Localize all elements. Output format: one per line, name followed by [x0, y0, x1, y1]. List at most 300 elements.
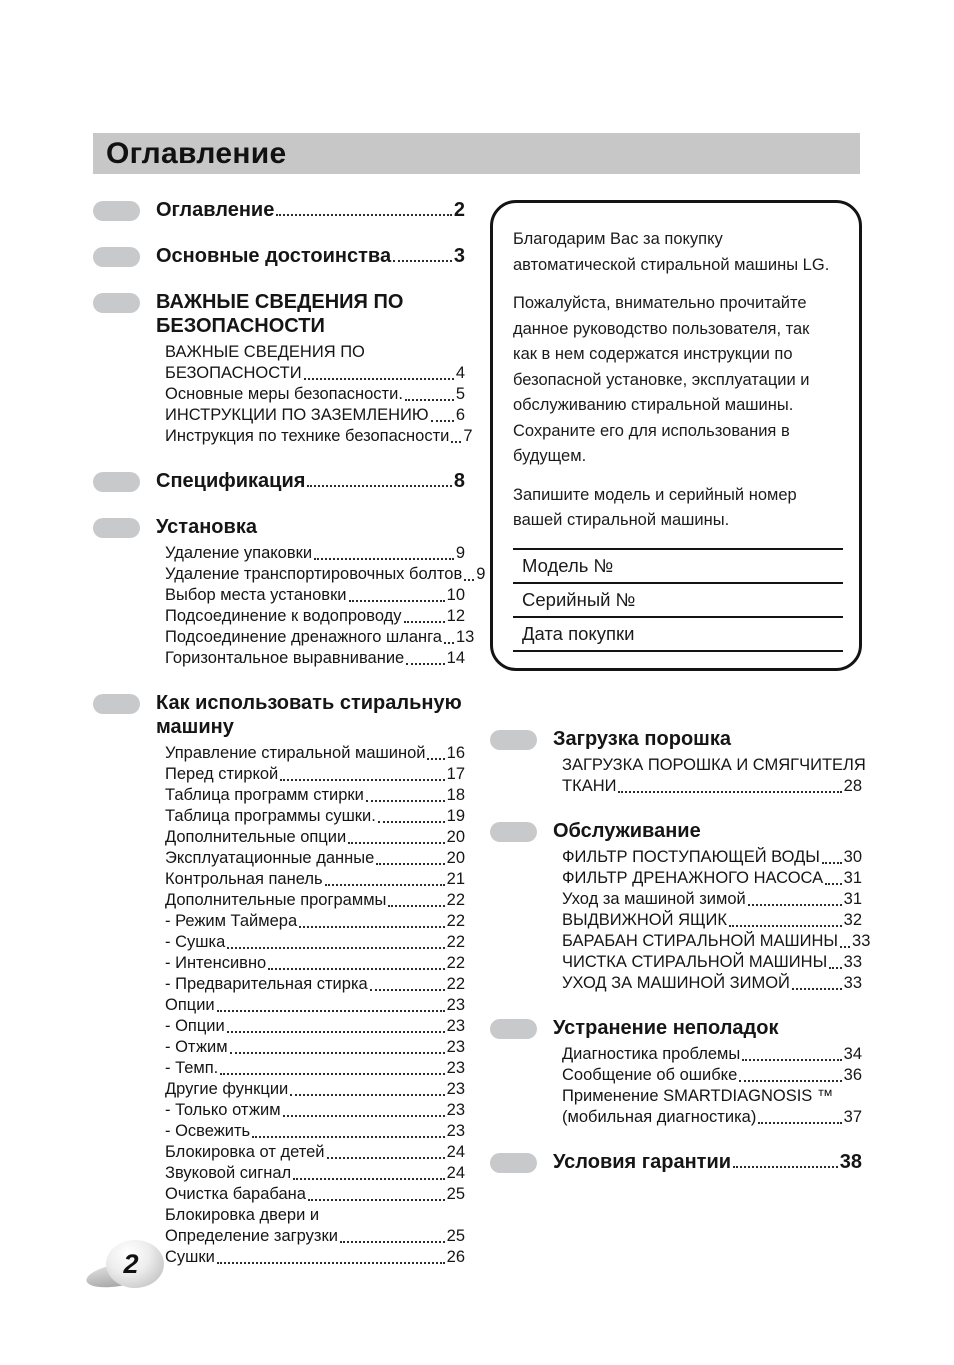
- info-box-line: как в нем содержатся инструкции по: [513, 345, 793, 363]
- toc-section-title: Загрузка порошка: [553, 727, 731, 750]
- toc-item: [165, 564, 486, 585]
- toc-item: [562, 755, 866, 797]
- toc-section-header: [93, 469, 465, 493]
- toc-item-label: - Только отжим: [165, 1101, 281, 1119]
- toc-item-label: ФИЛЬТР ПОСТУПАЮЩЕЙ ВОДЫ: [562, 847, 820, 866]
- toc-item: [562, 868, 862, 889]
- welcome-info-box: [490, 200, 862, 671]
- toc-item-page: 33: [843, 973, 862, 992]
- dots-leader: [729, 925, 842, 927]
- toc-item-label: Подсоединение к водопроводу: [165, 607, 402, 625]
- section-bullet-icon: [490, 730, 537, 750]
- toc-item-label: Инструкция по технике безопасности: [165, 427, 450, 445]
- toc-item-label: Контрольная панель: [165, 870, 323, 888]
- dots-leader: [370, 989, 445, 991]
- toc-item-row: [165, 405, 465, 426]
- info-box-fields: [513, 548, 843, 652]
- dots-leader: [220, 1073, 444, 1075]
- dots-leader: [822, 862, 842, 864]
- toc-item-row: [165, 1184, 465, 1205]
- toc-section-items: [156, 743, 465, 1268]
- section-bullet-icon: [93, 694, 140, 714]
- toc-item-label: ВЫДВИЖНОЙ ЯЩИК: [562, 910, 727, 929]
- toc-item-label: Блокировка от детей: [165, 1143, 325, 1161]
- toc-section-title-block: [156, 515, 465, 539]
- toc-item-row: [165, 426, 473, 447]
- toc-item: [165, 1016, 465, 1037]
- toc-item-row: [165, 995, 465, 1016]
- toc-item-label: Выбор места установки: [165, 586, 347, 604]
- toc-item-label: Основные меры безопасности.: [165, 385, 403, 403]
- toc-item-row: [165, 869, 465, 890]
- dots-leader: [268, 968, 444, 970]
- toc-item-label: - Предварительная стирка: [165, 975, 368, 993]
- toc-item-page: 22: [446, 891, 465, 909]
- toc-item-label: Диагностика проблемы: [562, 1044, 741, 1063]
- toc-item-page: 12: [446, 607, 465, 625]
- toc-item: [165, 384, 465, 405]
- toc-item-page: 13: [455, 628, 475, 646]
- toc-item-page: 9: [455, 544, 465, 562]
- toc-item-row: [165, 806, 465, 827]
- toc-item-row: [165, 363, 465, 384]
- toc-right-column: [490, 200, 871, 1196]
- toc-section-header: [490, 819, 862, 843]
- toc-item-label: - Отжим: [165, 1038, 228, 1056]
- toc-item-row: [165, 1121, 465, 1142]
- toc-item-label: Подсоединение дренажного шланга: [165, 628, 442, 646]
- dots-leader: [308, 1199, 445, 1201]
- toc-item-page: 19: [446, 807, 465, 825]
- toc-section: [490, 1016, 862, 1128]
- info-box-paragraphs: [513, 227, 843, 534]
- toc-item-row: [165, 1226, 465, 1247]
- toc-item-page: 22: [446, 954, 465, 972]
- toc-item-label: - Темп.: [165, 1059, 219, 1077]
- toc-item: [165, 785, 465, 806]
- toc-item: [165, 743, 465, 764]
- dots-leader: [293, 1178, 444, 1180]
- toc-entry-page: 2: [453, 199, 465, 221]
- toc-item-line: ВАЖНЫЕ СВЕДЕНИЯ ПО: [165, 343, 365, 361]
- toc-item-label: УХОД ЗА МАШИНОЙ ЗИМОЙ: [562, 973, 790, 992]
- toc-item-row: [562, 776, 862, 797]
- toc-item: [165, 405, 465, 426]
- toc-item-row: [165, 890, 465, 911]
- toc-item-row: [165, 384, 465, 405]
- toc-section-title-block: [553, 1016, 862, 1040]
- toc-item-label: - Опции: [165, 1017, 225, 1035]
- toc-item-page: 10: [446, 586, 465, 604]
- toc-item-label: БАРАБАН СТИРАЛЬНОЙ МАШИНЫ: [562, 931, 839, 950]
- info-box-line: обслуживанию стиральной машины.: [513, 396, 794, 414]
- toc-item-label: Горизонтальное выравнивание: [165, 649, 405, 667]
- toc-entry-page: 3: [453, 245, 465, 267]
- dots-leader: [464, 579, 474, 581]
- toc-item-label: Управление стиральной машиной: [165, 744, 426, 762]
- toc-item: [165, 1037, 465, 1058]
- toc-item: [165, 426, 473, 447]
- toc-item-row: [165, 953, 465, 974]
- toc-item-page: 23: [446, 1080, 465, 1098]
- toc-item-label: Таблица программ стирки: [165, 786, 364, 804]
- toc-item: [165, 627, 475, 648]
- toc-entry-page: 8: [453, 470, 465, 492]
- toc-section: [490, 819, 871, 994]
- toc-entry-row: [156, 244, 465, 268]
- dots-leader: [217, 1010, 445, 1012]
- toc-item-page: 25: [446, 1227, 465, 1245]
- info-box-line: Пожалуйста, внимательно прочитайте: [513, 294, 807, 312]
- toc-item-page: 4: [455, 364, 465, 382]
- dots-leader: [393, 260, 452, 262]
- toc-item: [165, 911, 465, 932]
- toc-item-page: 24: [446, 1164, 465, 1182]
- toc-section-items: [156, 342, 473, 447]
- toc-item-label: Очистка барабана: [165, 1185, 306, 1203]
- toc-item: [165, 543, 465, 564]
- info-box-field: Серийный №: [513, 582, 843, 616]
- toc-item: [165, 1205, 465, 1247]
- toc-entry-page: 38: [839, 1150, 862, 1173]
- toc-item-row: [562, 931, 871, 952]
- dots-leader: [299, 926, 445, 928]
- dots-leader: [376, 863, 444, 865]
- info-box-field: Дата покупки: [513, 616, 843, 650]
- toc-section-title-block: [156, 198, 465, 222]
- toc-item: [165, 1247, 465, 1268]
- toc-item-page: 22: [446, 912, 465, 930]
- toc-item: [562, 1044, 862, 1065]
- toc-section-header: [490, 1150, 862, 1174]
- toc-section: [93, 469, 465, 493]
- toc-item: [165, 606, 465, 627]
- toc-section-title-block: [553, 1150, 862, 1174]
- toc-item-row: [165, 974, 465, 995]
- toc-item-page: 9: [476, 565, 486, 583]
- toc-item-page: 25: [446, 1185, 465, 1203]
- toc-item: [165, 585, 465, 606]
- toc-item-label: Дополнительные программы: [165, 891, 387, 909]
- toc-item-label: - Сушка: [165, 933, 226, 951]
- toc-item-page: 6: [455, 406, 465, 424]
- toc-item: [165, 648, 465, 669]
- toc-item-page: 23: [446, 1059, 465, 1077]
- toc-item-label: БЕЗОПАСНОСТИ: [165, 364, 302, 382]
- toc-section-title-block: [553, 727, 862, 751]
- toc-item-label: Опции: [165, 996, 215, 1014]
- toc-item-row: [165, 911, 465, 932]
- toc-item-page: 7: [463, 427, 473, 445]
- toc-item-row: [562, 973, 862, 994]
- dots-leader: [325, 884, 445, 886]
- toc-item-row: [165, 1079, 465, 1100]
- dots-leader: [739, 1080, 841, 1082]
- dots-leader: [340, 1241, 445, 1243]
- toc-entry-label: Спецификация: [156, 470, 306, 492]
- page-header-bar: [93, 133, 860, 174]
- toc-item-row: [562, 868, 862, 889]
- toc-item-page: 18: [446, 786, 465, 804]
- dots-leader: [406, 663, 444, 665]
- toc-item-page: 23: [446, 1101, 465, 1119]
- toc-entry-row: [156, 198, 465, 222]
- toc-item-label: Дополнительные опции: [165, 828, 347, 846]
- section-bullet-icon: [93, 247, 140, 267]
- toc-item-label: Перед стиркой: [165, 765, 279, 783]
- toc-item-row: [165, 1058, 465, 1079]
- toc-item-label: Удаление транспортировочных болтов: [165, 565, 463, 583]
- toc-item: [562, 847, 862, 868]
- dots-leader: [733, 1166, 838, 1168]
- toc-item-row: [165, 627, 475, 648]
- toc-item-page: 20: [446, 849, 465, 867]
- toc-item: [165, 1163, 465, 1184]
- dots-leader: [748, 904, 842, 906]
- toc-item-row: [562, 847, 862, 868]
- toc-item: [165, 827, 465, 848]
- toc-item-label: ЧИСТКА СТИРАЛЬНОЙ МАШИНЫ: [562, 952, 828, 971]
- toc-section-items: [553, 755, 866, 797]
- dots-leader: [366, 800, 445, 802]
- toc-item-label: ИНСТРУКЦИИ ПО ЗАЗЕМЛЕНИЮ: [165, 406, 429, 424]
- dots-leader: [290, 1094, 444, 1096]
- toc-item-page: 20: [446, 828, 465, 846]
- info-box-line: будущем.: [513, 447, 587, 465]
- toc-item: [165, 1100, 465, 1121]
- dots-leader: [758, 1122, 841, 1124]
- bubble-ball-icon: [106, 1240, 164, 1288]
- toc-item: [165, 890, 465, 911]
- toc-item: [562, 910, 862, 931]
- toc-item-label: Уход за машиной зимой: [562, 889, 746, 908]
- dots-leader: [349, 600, 445, 602]
- toc-item-label: Определение загрузки: [165, 1227, 338, 1245]
- section-bullet-icon: [93, 472, 140, 492]
- toc-item-row: [165, 827, 465, 848]
- info-box-line: безопасной установке, эксплуатации и: [513, 370, 810, 389]
- toc-section: [93, 691, 465, 1268]
- section-bullet-icon: [93, 201, 140, 221]
- section-bullet-icon: [490, 822, 537, 842]
- toc-item: [165, 953, 465, 974]
- toc-item-row: [165, 848, 465, 869]
- toc-item-row: [562, 910, 862, 931]
- toc-item-page: 26: [446, 1248, 465, 1266]
- toc-item-label: - Освежить: [165, 1122, 251, 1140]
- info-box-paragraph: [513, 227, 843, 278]
- dots-leader: [378, 821, 445, 823]
- section-bullet-icon: [490, 1153, 537, 1173]
- toc-item-label: ТКАНИ: [562, 776, 617, 795]
- dots-leader: [405, 399, 454, 401]
- dots-leader: [829, 967, 841, 969]
- toc-section-header: [490, 727, 862, 751]
- info-box-paragraph: [513, 483, 843, 534]
- toc-item-page: 22: [446, 975, 465, 993]
- toc-section-items: [553, 847, 871, 994]
- toc-item-page: 34: [843, 1044, 862, 1063]
- dots-leader: [327, 1157, 445, 1159]
- dots-leader: [280, 779, 444, 781]
- toc-item: [562, 973, 862, 994]
- info-box-line: вашей стиральной машины.: [513, 511, 730, 529]
- toc-item: [165, 1058, 465, 1079]
- toc-item-row: [165, 1247, 465, 1268]
- toc-section-items: [553, 1044, 862, 1128]
- toc-item-row: [165, 932, 465, 953]
- toc-item-row: [562, 952, 862, 973]
- toc-item: [165, 995, 465, 1016]
- toc-item-label: Эксплуатационные данные: [165, 849, 375, 867]
- toc-item-label: Сушки: [165, 1248, 215, 1266]
- toc-section-header: [93, 290, 465, 338]
- toc-item-line: Применение SMARTDIAGNOSIS ™: [562, 1086, 834, 1105]
- toc-item-row: [165, 1037, 465, 1058]
- toc-item-label: (мобильная диагностика): [562, 1107, 757, 1126]
- info-box-line: Благодарим Вас за покупку: [513, 230, 723, 248]
- dots-leader: [742, 1059, 841, 1061]
- toc-item-label: Таблица программы сушки.: [165, 807, 376, 825]
- dots-leader: [314, 558, 454, 560]
- toc-item-page: 32: [843, 910, 862, 929]
- dots-leader: [427, 758, 444, 760]
- info-box-paragraph: [513, 291, 843, 470]
- toc-item-label: - Интенсивно: [165, 954, 267, 972]
- toc-item: [562, 931, 871, 952]
- toc-item-page: 28: [843, 776, 862, 795]
- dots-leader: [217, 1262, 445, 1264]
- toc-item-row: [165, 785, 465, 806]
- toc-item-line: Блокировка двери и: [165, 1206, 320, 1224]
- toc-section: [490, 727, 866, 797]
- toc-item-page: 31: [843, 868, 862, 887]
- toc-section-title: машину: [156, 716, 234, 738]
- toc-section-title: ВАЖНЫЕ СВЕДЕНИЯ ПО: [156, 291, 404, 313]
- dots-leader: [276, 214, 452, 216]
- toc-section: [93, 244, 465, 268]
- toc-item-page: 24: [446, 1143, 465, 1161]
- toc-item: [165, 1079, 465, 1100]
- toc-item-page: 22: [446, 933, 465, 951]
- toc-item-page: 16: [446, 744, 465, 762]
- toc-item-page: 36: [843, 1065, 862, 1084]
- dots-leader: [444, 642, 454, 644]
- dots-leader: [618, 791, 841, 793]
- toc-item-row: [165, 1163, 465, 1184]
- dots-leader: [307, 485, 451, 487]
- toc-item: [165, 932, 465, 953]
- toc-item-label: Сообщение об ошибке: [562, 1065, 738, 1084]
- toc-section-title-block: [156, 469, 465, 493]
- toc-section-title-block: [156, 290, 465, 338]
- dots-leader: [227, 947, 444, 949]
- toc-entry-row: [156, 469, 465, 493]
- toc-item-label: Звуковой сигнал: [165, 1164, 292, 1182]
- toc-item: [165, 848, 465, 869]
- toc-item-page: 14: [446, 649, 465, 667]
- dots-leader: [230, 1052, 445, 1054]
- toc-section-title: БЕЗОПАСНОСТИ: [156, 315, 325, 337]
- toc-item-row: [562, 1065, 862, 1086]
- toc-section: [93, 515, 486, 669]
- toc-item-page: 30: [843, 847, 862, 866]
- toc-section-title-block: [156, 244, 465, 268]
- dots-leader: [283, 1115, 445, 1117]
- toc-entry-label: Основные достоинства: [156, 245, 392, 267]
- toc-entry-row: [553, 1150, 862, 1174]
- toc-item-page: 17: [446, 765, 465, 783]
- toc-section-title: Установка: [156, 516, 257, 538]
- toc-item-page: 33: [852, 931, 871, 950]
- toc-item-page: 21: [446, 870, 465, 888]
- dots-leader: [388, 905, 444, 907]
- toc-item-row: [165, 743, 465, 764]
- toc-section-title-block: [553, 819, 862, 843]
- dots-leader: [451, 441, 461, 443]
- toc-item-row: [562, 889, 862, 910]
- toc-item-row: [165, 1016, 465, 1037]
- toc-section: [490, 1150, 862, 1174]
- toc-item-row: [165, 543, 465, 564]
- toc-item-line: ЗАГРУЗКА ПОРОШКА И СМЯГЧИТЕЛЯ: [562, 755, 866, 774]
- info-box-field: Модель №: [513, 548, 843, 582]
- dots-leader: [825, 883, 842, 885]
- toc-item-label: Удаление упаковки: [165, 544, 313, 562]
- section-bullet-icon: [93, 518, 140, 538]
- toc-item-page: 23: [446, 1017, 465, 1035]
- toc-item-row: [562, 1044, 862, 1065]
- toc-section-title-block: [156, 691, 465, 739]
- toc-item-page: 31: [843, 889, 862, 908]
- toc-item-row: [165, 564, 486, 585]
- toc-section-items: [156, 543, 486, 669]
- toc-item-page: 23: [446, 1122, 465, 1140]
- dots-leader: [792, 988, 842, 990]
- toc-item: [165, 1184, 465, 1205]
- section-bullet-icon: [93, 293, 140, 313]
- info-box-line: Запишите модель и серийный номер: [513, 485, 797, 504]
- toc-item: [165, 974, 465, 995]
- toc-item: [165, 869, 465, 890]
- toc-item-label: - Режим Таймера: [165, 912, 298, 930]
- toc-section-title: Обслуживание: [553, 819, 701, 842]
- toc-item: [165, 342, 465, 384]
- section-bullet-icon: [490, 1019, 537, 1039]
- toc-section-header: [93, 515, 465, 539]
- toc-section-header: [93, 244, 465, 268]
- toc-item-page: 5: [455, 385, 465, 403]
- toc-left-column: [93, 198, 486, 1290]
- toc-item-row: [165, 648, 465, 669]
- info-box-line: Сохраните его для использования в: [513, 421, 790, 440]
- toc-item-row: [165, 585, 465, 606]
- toc-section-header: [93, 198, 465, 222]
- dots-leader: [431, 420, 454, 422]
- toc-item-page: 23: [446, 996, 465, 1014]
- toc-item-label: Другие функции: [165, 1080, 289, 1098]
- toc-section: [93, 290, 473, 447]
- page-title: Оглавление: [106, 136, 287, 170]
- toc-item: [562, 952, 862, 973]
- toc-item-row: [165, 1100, 465, 1121]
- toc-entry-label: Условия гарантии: [553, 1150, 732, 1173]
- toc-item: [562, 889, 862, 910]
- toc-item-label: ФИЛЬТР ДРЕНАЖНОГО НАСОСА: [562, 868, 824, 887]
- toc-item-page: 37: [843, 1107, 862, 1126]
- toc-right-sections: [490, 727, 871, 1174]
- dots-leader: [348, 842, 444, 844]
